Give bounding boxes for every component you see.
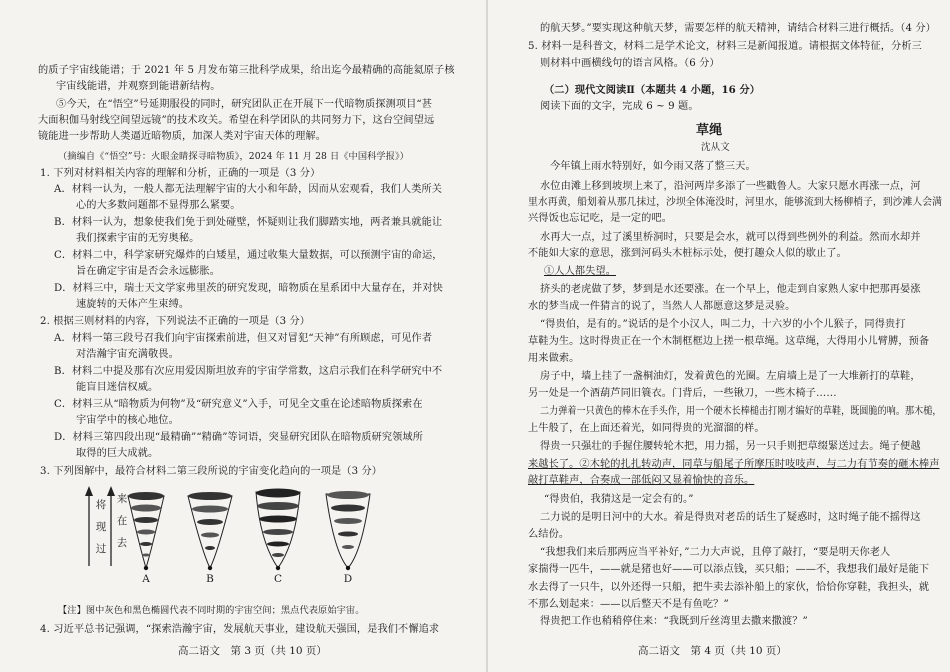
left-text-line-9: 心的大多数问题都不显得那么紧要。 xyxy=(76,200,241,211)
right-text-line-19: 用来做索。 xyxy=(528,353,580,364)
right-text-line-28: 二力说的是明日河中的大水。着是得贵对老岳的话生了疑惑时，这时绳子能不摇得这 xyxy=(540,512,921,523)
right-text-line-3: 则材料中画横线句的语言风格。（6 分） xyxy=(540,58,720,69)
left-text-line-11: 我们探索宇宙的无穷奥秘。 xyxy=(76,233,200,244)
right-text-line-25: 来越长了。②木轮的扎扎转动声，同草与船尾子所摩压时吱吱声，与二力有节奏的砸木棒声 xyxy=(528,459,940,470)
diagram-option-b xyxy=(188,492,232,570)
right-text-line-22: 二力弹着一只黄色的棒木在手头作，用一个硬木长棒槌击打刚才编好的草鞋，既圆脆的响。那木槌， xyxy=(540,406,942,417)
diagram-option-d xyxy=(326,491,370,570)
right-text-line-9: 水位由滩上移到坡坝上来了，沿河两岸多添了一些戳鲁人。大家只愿水再涨一点，河 xyxy=(540,181,921,192)
right-text-line-6: 草绳 xyxy=(696,123,723,138)
left-text-line-10: B．材料一认为，想象使我们免于到处碰壁，怀疑则让我们脚踏实地，两者兼具就能让 xyxy=(54,217,443,228)
left-text-line-24: 取得的巨大成就。 xyxy=(76,448,159,459)
diagram-option-a xyxy=(128,492,164,570)
right-text-line-32: 水去得了一只牛，以外还得一只船，把牛卖去添补船上的家伙，恰恰你穿鞋，我担头，就 xyxy=(528,582,930,593)
left-text-line-6: （摘编自《“悟空”号：火眼金睛探寻暗物质》，2024 年 11 月 28 日《中国科学报》） xyxy=(58,151,409,162)
right-text-line-4: （二）现代文阅读Ⅱ（本题共 4 小题，16 分） xyxy=(544,84,761,96)
right-text-line-17: “得贵伯，是有的。”说话的是个小汉人，叫二力，十六岁的小个儿猴子，同得贵打 xyxy=(540,319,906,330)
right-text-line-29: 么结份。 xyxy=(528,529,570,540)
left-text-line-21: C．材料三从“暗物质为何物”及“研究意义”入手，可见全文重在论述暗物质探索在 xyxy=(54,399,423,410)
arrow-right-char-2: 在 xyxy=(116,515,128,527)
left-text-line-1: 的质子宇宙线能谱；于 2021 年 5 月发布第三批科学成果，给出迄今最精确的高能氦原子核 xyxy=(38,65,455,76)
right-text-line-24: 得贵一只强壮的手握住腰转轮木把，用力摇，另一只手则把草缀緊送过去。绳子便越 xyxy=(540,441,921,452)
right-page xyxy=(488,0,950,672)
arrow-left-char-1: 将 xyxy=(95,499,107,511)
left-text-line-17: A．材料一第三段号召我们向宇宙探索前进，但又对冒犯“天神”有所顾虑，可见作者 xyxy=(54,333,433,344)
left-text-line-14: D．材料三中，瑞士天文学家弗里茨的研究发现，暗物质在星系团中大量存在，并对快 xyxy=(54,283,443,294)
right-text-line-16: 水的梦当成一件猜言的说了，当然人人都愿意这梦是灵验。 xyxy=(528,301,796,312)
left-text-line-12: C．材料二中，科学家研究爆炸的白矮星，通过收集大量数据，可以预测宇宙的命运， xyxy=(54,250,443,261)
time-arrow-right xyxy=(107,486,115,566)
option-label-a: A xyxy=(142,573,150,585)
right-text-line-14: ①人人都失望。 xyxy=(544,266,617,277)
right-text-line-2: 5. 材料一是科普文，材料二是学术论文，材料三是新闻报道。请根据文体特征，分析三 xyxy=(528,41,922,52)
arrow-right-char-1: 来 xyxy=(116,493,128,505)
left-text-line-18: 对浩瀚宇宙充满敬畏。 xyxy=(76,349,179,360)
left-text-line-3: ⑤今天，在“悟空”号延期服役的同时，研究团队正在开展下一代暗物质探测项目“甚 xyxy=(56,99,432,110)
left-text-line-27: 4. 习近平总书记强调，“探索浩瀚宇宙，发展航天事业，建设航天强国，是我们不懈追求 xyxy=(40,624,440,635)
left-text-line-8: A．材料一认为，一般人都无法理解宇宙的大小和年龄，因而从宏观看，我们人类所关 xyxy=(54,184,443,195)
left-text-line-2: 宇宙线能谱，并观察到能谱新结构。 xyxy=(56,81,221,92)
left-text-line-19: B．材料二中提及那有次应用爱因斯坦放弃的宇宙学常数，这启示我们在科学研究中不 xyxy=(54,366,443,377)
right-text-line-7: 沈从文 xyxy=(701,142,730,153)
right-text-line-13: 不能如大家的意思，涨到河码头木桩标示处，便打趣众人似的歇止了。 xyxy=(528,248,847,259)
right-text-line-1: 的航天梦。”要实现这种航天梦，需要怎样的航天精神，请结合材料三进行概括。（4 分） xyxy=(540,23,936,34)
right-text-line-12: 水再大一点，过了溪里桥洞时，只要是会水，就可以得到些例外的利益。然而水却并 xyxy=(540,232,921,243)
time-arrow-left xyxy=(85,486,93,566)
right-text-line-33: 不那么划起来：——以后整天不是有鱼吃？” xyxy=(528,599,729,610)
left-text-line-4: 大面积伽马射线空间望远镜”的技术攻关。希望在科学团队的共同努力下，这台空间望远 xyxy=(38,115,435,126)
right-text-line-26: 敲打草鞋声，合奏成一部低闷又显着愉快的音乐。 xyxy=(528,475,755,486)
right-text-line-15: 挤头的老虎做了梦，梦到是水还要涨。在一个早上，他走到自家熟人家中把那再晏涨 xyxy=(540,284,921,295)
left-text-line-23: D．材料三第四段出现“最精确”“精确”等词语，突显研究团队在暗物质研究领域所 xyxy=(54,432,423,443)
arrow-right-char-3: 去 xyxy=(116,537,128,549)
left-text-line-15: 速旋转的天体产生束缚。 xyxy=(76,299,190,310)
arrow-left-char-3: 过 xyxy=(95,543,107,555)
left-text-line-16: 2. 根据三则材料的内容，下列说法不正确的一项是（3 分） xyxy=(40,316,311,327)
right-text-line-18: 草鞋为生。这时得贵正在一个木制框框边上搓一根草绳。这草绳，大得用小儿臂膊，预备 xyxy=(528,336,930,347)
option-label-b: B xyxy=(206,573,214,585)
arrow-left-char-2: 现 xyxy=(95,521,107,533)
right-text-line-34: 得贵把工作也稍稍停住来：“我既到斤丝湾里去撒来撒渡？” xyxy=(540,616,808,627)
right-text-line-30: “我想我们来后那两应当平补好，”二力大声说，且停了敲打，“要是明天你老人 xyxy=(540,547,891,558)
left-text-line-26: 【注】图中灰色和黑色椭圆代表不同时期的宇宙空间；黑点代表原始宇宙。 xyxy=(58,605,365,616)
right-text-line-23: 上牛般了，在上面还着光，如同得贵的光溜溜的样。 xyxy=(528,423,765,434)
left-text-line-22: 宇宙学中的核心地位。 xyxy=(76,415,179,426)
right-text-line-27: “得贵伯，我猜这是一定会有的。” xyxy=(544,494,694,505)
cosmic-diagram xyxy=(80,482,380,588)
right-text-line-8: 今年镇上雨水特别好，如今雨又落了整三天。 xyxy=(550,161,756,172)
right-text-line-10: 里水再黄，船划着从那几抹过，沙坝全体淹没时，河里水，能够流到大杨柳梢子，到沙滩人会满 xyxy=(528,197,942,208)
left-page-footer: 高二语文 第 3 页（共 10 页） xyxy=(178,645,327,657)
option-label-c: C xyxy=(273,573,283,585)
right-text-line-5: 阅读下面的文字，完成 6 ~ 9 题。 xyxy=(540,101,699,112)
right-text-line-31: 家揣得一匹牛，——就是猪也好——可以添点钱，买只船；——不，我想我们最好是能下 xyxy=(528,564,930,575)
left-text-line-20: 能盲目迷信权威。 xyxy=(76,382,159,393)
option-label-d: D xyxy=(343,573,353,585)
left-text-line-13: 旨在确定宇宙是否会永远膨胀。 xyxy=(76,266,221,277)
right-text-line-11: 兴得饭也忘记吃，是一定的吧。 xyxy=(528,213,673,224)
diagram-option-c xyxy=(256,489,300,571)
right-page-footer: 高二语文 第 4 页（共 10 页） xyxy=(638,645,787,657)
left-text-line-7: 1. 下列对材料相关内容的理解和分析，正确的一项是（3 分） xyxy=(40,168,321,179)
left-text-line-25: 3. 下列图解中，最符合材料二第三段所说的宇宙变化趋向的一项是（3 分） xyxy=(40,466,383,477)
right-text-line-20: 房子中，墙上挂了一盏桐油灯，发着黄色的光圈。左肩墙上是了一大堆新打的草鞋， xyxy=(540,371,921,382)
right-text-line-21: 另一处是一个酒葫芦同旧簑衣。门背后，一些锹刀，一些木椅子…… xyxy=(528,388,837,399)
left-text-line-5: 镜能进一步帮助人类逼近暗物质，加深人类对宇宙天体的理解。 xyxy=(38,131,327,142)
